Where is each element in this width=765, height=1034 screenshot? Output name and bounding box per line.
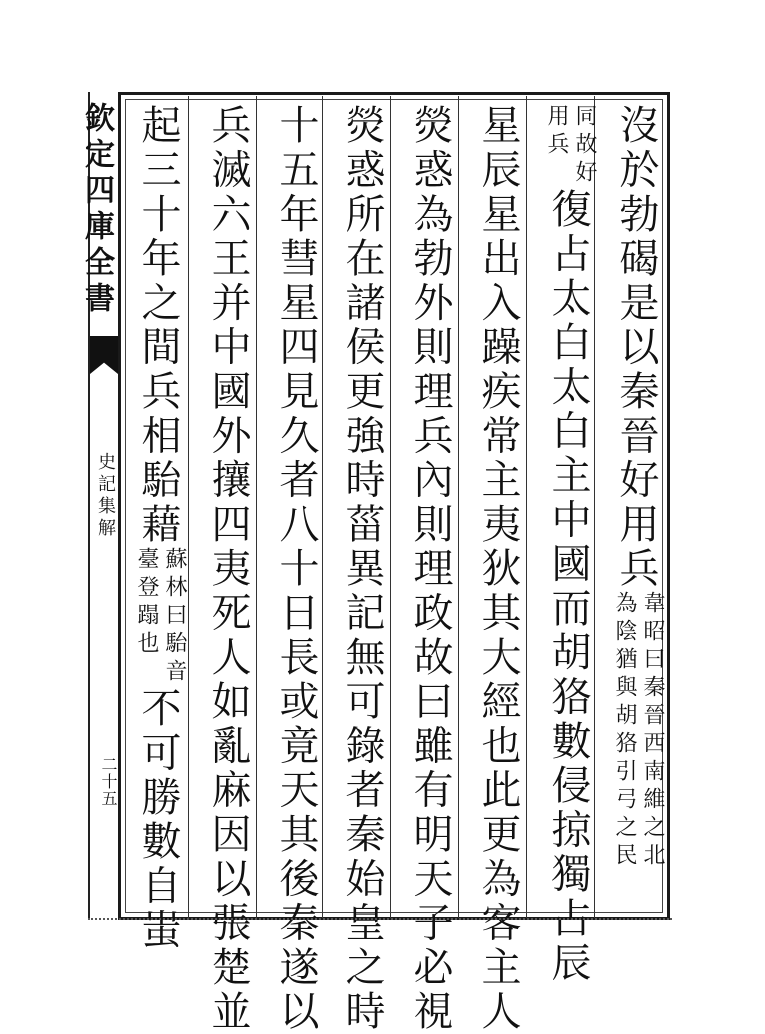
text-column-5 (332, 104, 392, 1034)
main-text: 復占太白太白主中國而胡狢數侵掠獨占辰 (545, 188, 591, 986)
text-column-3 (468, 104, 528, 1034)
text-column-7 (198, 104, 258, 1034)
commentary-note (542, 104, 598, 188)
main-text: 十五年彗星四見久者八十日長或竟天其後秦遂以 (273, 104, 319, 1034)
main-text: 熒惑為勃外則理兵內則理政故曰雖有明天子必視 (407, 104, 453, 1034)
page-number: 二十五 (99, 756, 118, 807)
text-column-1 (606, 104, 666, 871)
commentary-note (610, 591, 666, 871)
note-line: 用兵 (544, 104, 569, 160)
main-text: 沒於勃碣是以秦晉好用兵 (613, 104, 659, 592)
main-text: 兵滅六王并中國外攘四夷死人如亂麻因以張楚並 (205, 104, 251, 1034)
main-text: 不可勝數自蚩 (135, 687, 181, 953)
note-line: 為陰猶與胡狢引弓之民 (612, 591, 637, 872)
note-line: 韋昭曰秦晉西南維之北 (640, 591, 665, 872)
note-line: 蘇林曰駘音 (162, 547, 187, 687)
text-column-6 (266, 104, 326, 1034)
page-bottom-edge (88, 918, 672, 926)
main-text: 起三十年之間兵相駘藉 (135, 104, 181, 547)
text-column-8 (128, 104, 188, 953)
main-text: 熒惑所在諸侯更強時菑異記無可錄者秦始皇之時 (339, 104, 385, 1034)
commentary-note (132, 547, 188, 687)
main-text: 星辰星出入躁疾常主夷狄其大經也此更為客主人 (475, 104, 521, 1034)
note-line: 同故好 (572, 104, 597, 188)
note-line: 臺登蹋也 (134, 547, 159, 659)
collection-title: 欽定四庫全書 (79, 102, 114, 318)
column-rule (188, 96, 189, 918)
book-title: 史記集解 (95, 452, 116, 540)
text-column-4 (400, 104, 460, 1034)
text-column-2 (538, 104, 598, 985)
